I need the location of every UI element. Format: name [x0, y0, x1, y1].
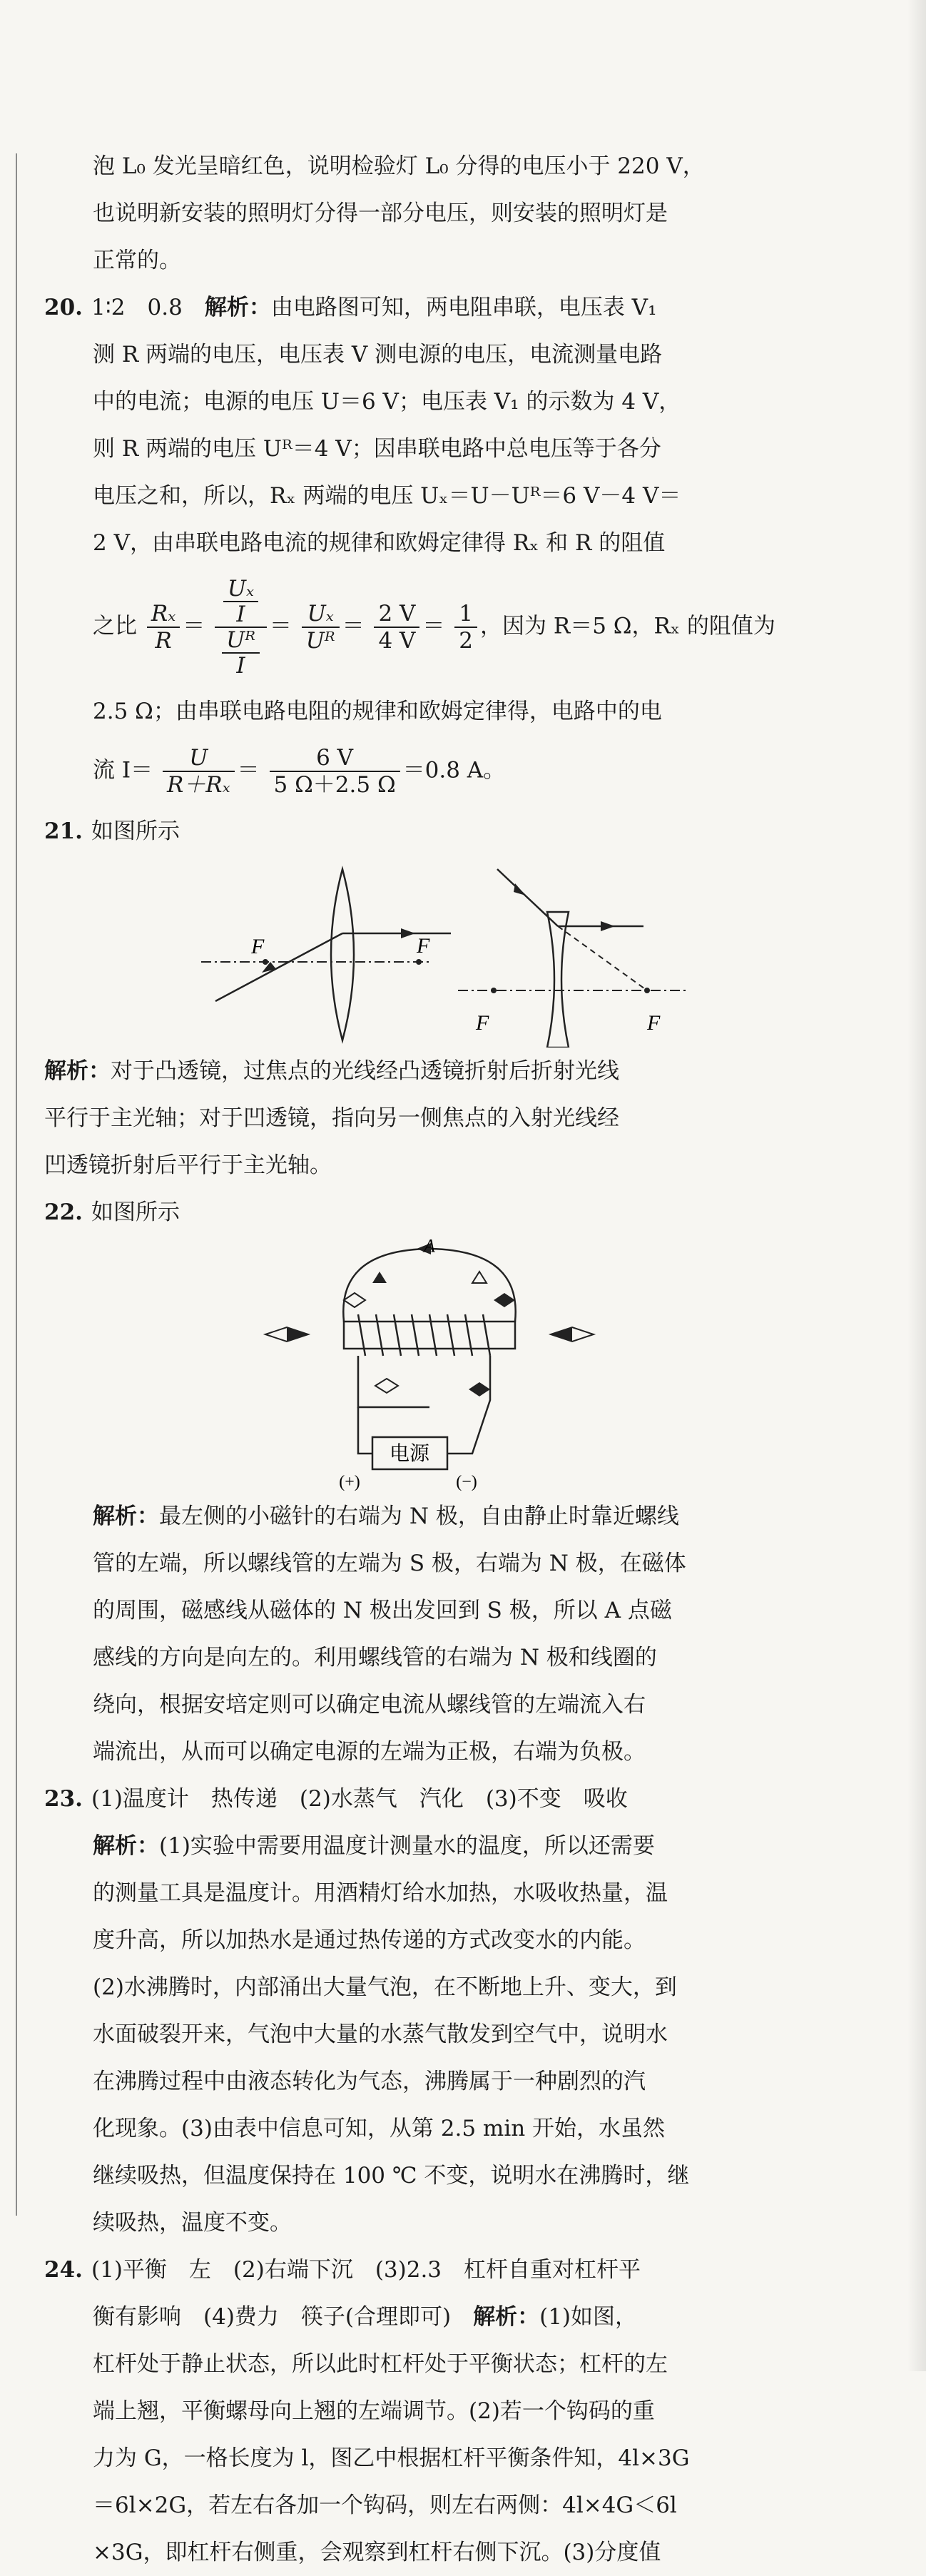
question-22-header: 22. 如图所示 [44, 1189, 758, 1236]
question-number: 22. [44, 1200, 83, 1225]
page-edge-shadow [907, 0, 926, 2371]
current-equation: 流 I＝ $\frac{U}{\text{R＋Rₓ}}$ ＝ $\frac{6 V}{5 \Omega+2.5 \Omega}$ ＝0.8 A。 [93, 745, 506, 798]
text-line: 2 V，由串联电路电流的规律和欧姆定律得 Rₓ 和 R 的阻值 [93, 530, 666, 556]
text-line: 正常的。 [93, 248, 181, 273]
solenoid-diagram [258, 1236, 758, 1493]
svg-text:电源: 电源 [389, 1441, 430, 1465]
fraction: $\frac{U}{\text{R＋Rₓ}}$ [163, 745, 235, 798]
text-line: 杠杆处于静止状态，所以此时杠杆处于平衡状态；杠杆的左 [93, 2351, 668, 2377]
solenoid-figure [44, 1236, 758, 1493]
text-line: 的周围，磁感线从磁体的 N 极出发回到 S 极，所以 A 点磁 [93, 1598, 672, 1623]
text-line: 化现象。(3)由表中信息可知，从第 2.5 min 开始，水虽然 [93, 2116, 666, 2141]
text-line: 继续吸热，但温度保持在 100 ℃ 不变，说明水在沸腾时，继 [93, 2163, 690, 2189]
compass-needle-right [551, 1327, 594, 1342]
page-margin-rule [16, 153, 17, 2216]
lens-figure [44, 855, 758, 1048]
convex-lens-diagram [201, 869, 451, 1040]
text-line: 2.5 Ω；由串联电路电阻的规律和欧姆定律得，电路中的电 [93, 699, 662, 724]
text-line: 感线的方向是向左的。利用螺线管的右端为 N 极和线圈的 [93, 1645, 657, 1670]
svg-text:A: A [424, 1236, 435, 1257]
svg-text:F: F [251, 935, 265, 958]
answer-text: 1∶2 0.8 [91, 295, 183, 320]
text-line: 由电路图可知，两电阻串联，电压表 V₁ [270, 295, 657, 320]
compass-needle-left [265, 1327, 308, 1342]
fraction: $\frac{\text{Rₓ}}{R}$ [147, 601, 180, 654]
lens-diagram [116, 855, 758, 1048]
question-20-header [44, 284, 758, 331]
fraction: $\frac{\text{Uₓ}}{\text{Uᴿ}}$ [302, 601, 340, 654]
text-line: 端上翘，平衡螺母向上翘的左端调节。(2)若一个钩码的重 [93, 2398, 655, 2424]
text-line: ×3G，即杠杆右侧重，会观察到杠杆右侧下沉。(3)分度值 [93, 2540, 661, 2565]
question-22-analysis: 解析：最左侧的小磁针的右端为 N 极，自由静止时靠近螺线 [93, 1503, 679, 1529]
text-line: 泡 L₀ 发光呈暗红色，说明检验灯 L₀ 分得的电压小于 220 V， [93, 153, 705, 179]
question-number: 20. [44, 295, 83, 320]
svg-text:(+): (+) [339, 1473, 360, 1491]
text-line: 水面破裂开来，气泡中大量的水蒸气散发到空气中，说明水 [93, 2022, 668, 2047]
question-21-header: 21. 如图所示 [44, 808, 758, 855]
question-24-analysis: 衡有影响 (4)费力 筷子(合理即可) 解析：(1)如图， [93, 2304, 638, 2330]
text-line: 度升高，所以加热水是通过热传递的方式改变水的内能。 [93, 1927, 646, 1953]
fraction: $\frac{2 V}{4 V}$ [374, 601, 419, 654]
svg-text:F: F [647, 1011, 661, 1035]
text-line: 端流出，从而可以确定电源的左端为正极，右端为负极。 [93, 1739, 646, 1765]
nested-fraction: $\frac{\frac{\text{Uₓ}}{I}}{\frac{\text{Uᴿ}}{I}}$ [215, 577, 267, 678]
svg-text:(−): (−) [456, 1473, 477, 1491]
analysis-label: 解析： [204, 295, 271, 320]
text-line: 管的左端，所以螺线管的左端为 S 极，右端为 N 极，在磁体 [93, 1551, 686, 1576]
text-line: 凹透镜折射后平行于主光轴。 [44, 1152, 332, 1178]
question-23-header: 23. (1)温度计 热传递 (2)水蒸气 汽化 (3)不变 吸收 [44, 1775, 758, 1822]
question-23-analysis: 解析：(1)实验中需要用温度计测量水的温度，所以还需要 [93, 1833, 655, 1859]
fraction: $\frac{1}{2}$ [454, 601, 477, 654]
question-21-analysis: 解析：对于凸透镜，过焦点的光线经凸透镜折射后折射光线 [44, 1058, 619, 1084]
text-line: ＝6l×2G，若左右各加一个钩码，则左右两侧：4l×4G＜6l [93, 2493, 677, 2518]
question-number: 23. [44, 1786, 83, 1812]
text-line: (2)水沸腾时，内部涌出大量气泡，在不断地上升、变大，到 [93, 1974, 677, 2000]
question-24-header: 24. (1)平衡 左 (2)右端下沉 (3)2.3 杠杆自重对杠杆平 [44, 2246, 758, 2293]
text-line: 在沸腾过程中由液态转化为气态，沸腾属于一种剧烈的汽 [93, 2069, 646, 2094]
svg-text:F: F [476, 1011, 489, 1035]
svg-text:F: F [417, 934, 430, 958]
text-line: 测 R 两端的电压，电压表 V 测电源的电压，电流测量电路 [93, 342, 663, 367]
text-line: 电压之和，所以，Rₓ 两端的电压 Uₓ＝U－Uᴿ＝6 V－4 V＝ [93, 483, 681, 509]
fraction: $\frac{6 V}{5 \Omega+2.5 \Omega}$ [270, 745, 400, 798]
text-line: 则 R 两端的电压 Uᴿ＝4 V；因串联电路中总电压等于各分 [93, 436, 661, 462]
text-line: 的测量工具是温度计。用酒精灯给水加热，水吸收热量，温 [93, 1880, 668, 1906]
text-line: 续吸热，温度不变。 [93, 2210, 292, 2236]
text-line: 平行于主光轴；对于凹透镜，指向另一侧焦点的入射光线经 [44, 1105, 619, 1131]
ratio-equation: 之比 $\frac{\text{Rₓ}}{R}$ ＝ $\frac{\frac{\text{Uₓ}}{I}}{\frac{\text{Uᴿ}}{I}}$ ＝ $\frac{\text{Uₓ}}{\text{Uᴿ}}$ ＝ $\frac{2 V}{4 V}$ ＝ $\frac{1}{2}$ ，因为 R＝5 Ω，Rₓ 的阻值为 [93, 576, 775, 679]
text-line: 中的电流；电源的电压 U＝6 V；电压表 V₁ 的示数为 4 V， [93, 389, 681, 415]
answer-content [44, 143, 775, 2576]
concave-lens-diagram [458, 869, 686, 1048]
text-line: 也说明新安装的照明灯分得一部分电压，则安装的照明灯是 [93, 201, 668, 226]
question-number: 24. [44, 2257, 83, 2283]
question-number: 21. [44, 818, 83, 844]
text-line: 绕向，根据安培定则可以确定电流从螺线管的左端流入右 [93, 1692, 646, 1718]
text-line: 力为 G，一格长度为 l，图乙中根据杠杆平衡条件知，4l×3G [93, 2445, 690, 2471]
